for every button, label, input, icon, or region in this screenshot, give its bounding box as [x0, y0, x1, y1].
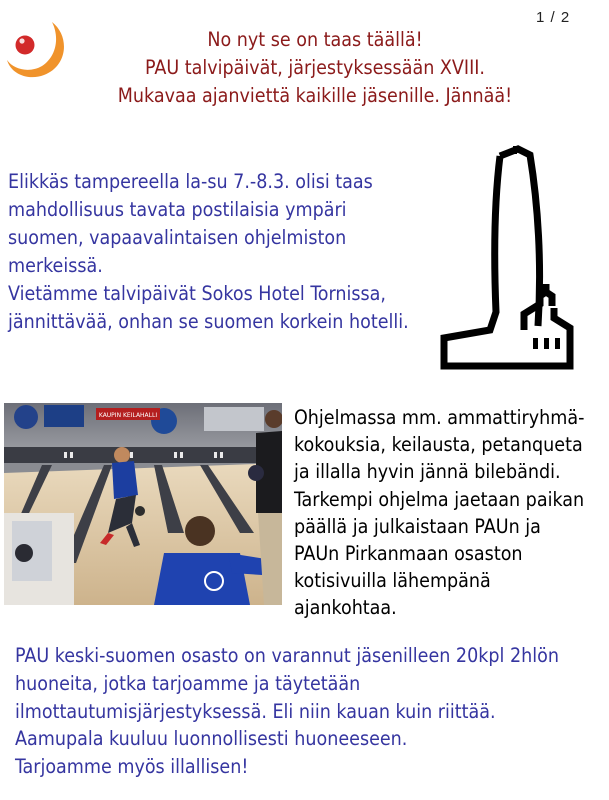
pau-logo-icon — [6, 18, 68, 80]
program-line: ja illalla hyvin jännä bilebändi. — [294, 460, 561, 484]
program-line: Ohjelmassa mm. ammattiryhmä- — [294, 406, 585, 429]
intro-line: Vietämme talvipäivät Sokos Hotel Tornissa, — [8, 282, 386, 305]
program-line: ajankohtaa. — [294, 596, 397, 620]
header-line: PAU talvipäivät, järjestyksessään XVIII. — [145, 56, 485, 79]
hotel-tower-icon — [438, 144, 576, 374]
outro-line: PAU keski-suomen osasto on varannut jäsenilleen 20kpl 2hlön — [15, 644, 560, 667]
program-line: kotisivuilla lähempänä — [294, 569, 491, 593]
header-text — [70, 26, 560, 110]
intro-line: Elikkäs tampereella la-su 7.-8.3. olisi taas — [8, 170, 373, 193]
program-line: PAUn Pirkanmaan osaston — [294, 542, 523, 566]
intro-line: jännittävää, onhan se suomen korkein hotelli. — [8, 310, 409, 333]
header-line: Mukavaa ajanviettä kaikille jäsenille. Jännää! — [117, 84, 513, 107]
program-line: päällä ja julkaistaan PAUn ja — [294, 514, 541, 538]
outro-line: ilmottautumisjärjestyksessä. Eli niin kauan kuin riittää. — [15, 699, 496, 723]
program-line: Tarkempi ohjelma jaetaan paikan — [294, 487, 585, 511]
program-paragraph — [294, 404, 609, 622]
intro-line: suomen, vapaavalintaisen ohjelmiston — [8, 226, 347, 249]
page-number: 1 / 2 — [536, 9, 571, 26]
photo-sign: KAUPIN KEILAHALLI — [98, 412, 158, 419]
outro-line: Aamupala kuuluu luonnollisesti huoneeseen. — [15, 727, 408, 751]
program-line: kokouksia, keilausta, petanqueta — [294, 433, 583, 457]
outro-line: huoneita, jotka tarjoamme ja täytetään — [15, 671, 361, 695]
bowling-photo — [4, 403, 282, 605]
intro-line: mahdollisuus tavata postilaisia ympäri — [8, 198, 347, 221]
outro-paragraph — [15, 642, 605, 781]
intro-paragraph — [8, 168, 438, 336]
outro-line: Tarjoamme myös illallisen! — [15, 755, 249, 779]
header-line: No nyt se on taas täällä! — [207, 28, 423, 51]
intro-line: merkeissä. — [8, 254, 103, 277]
